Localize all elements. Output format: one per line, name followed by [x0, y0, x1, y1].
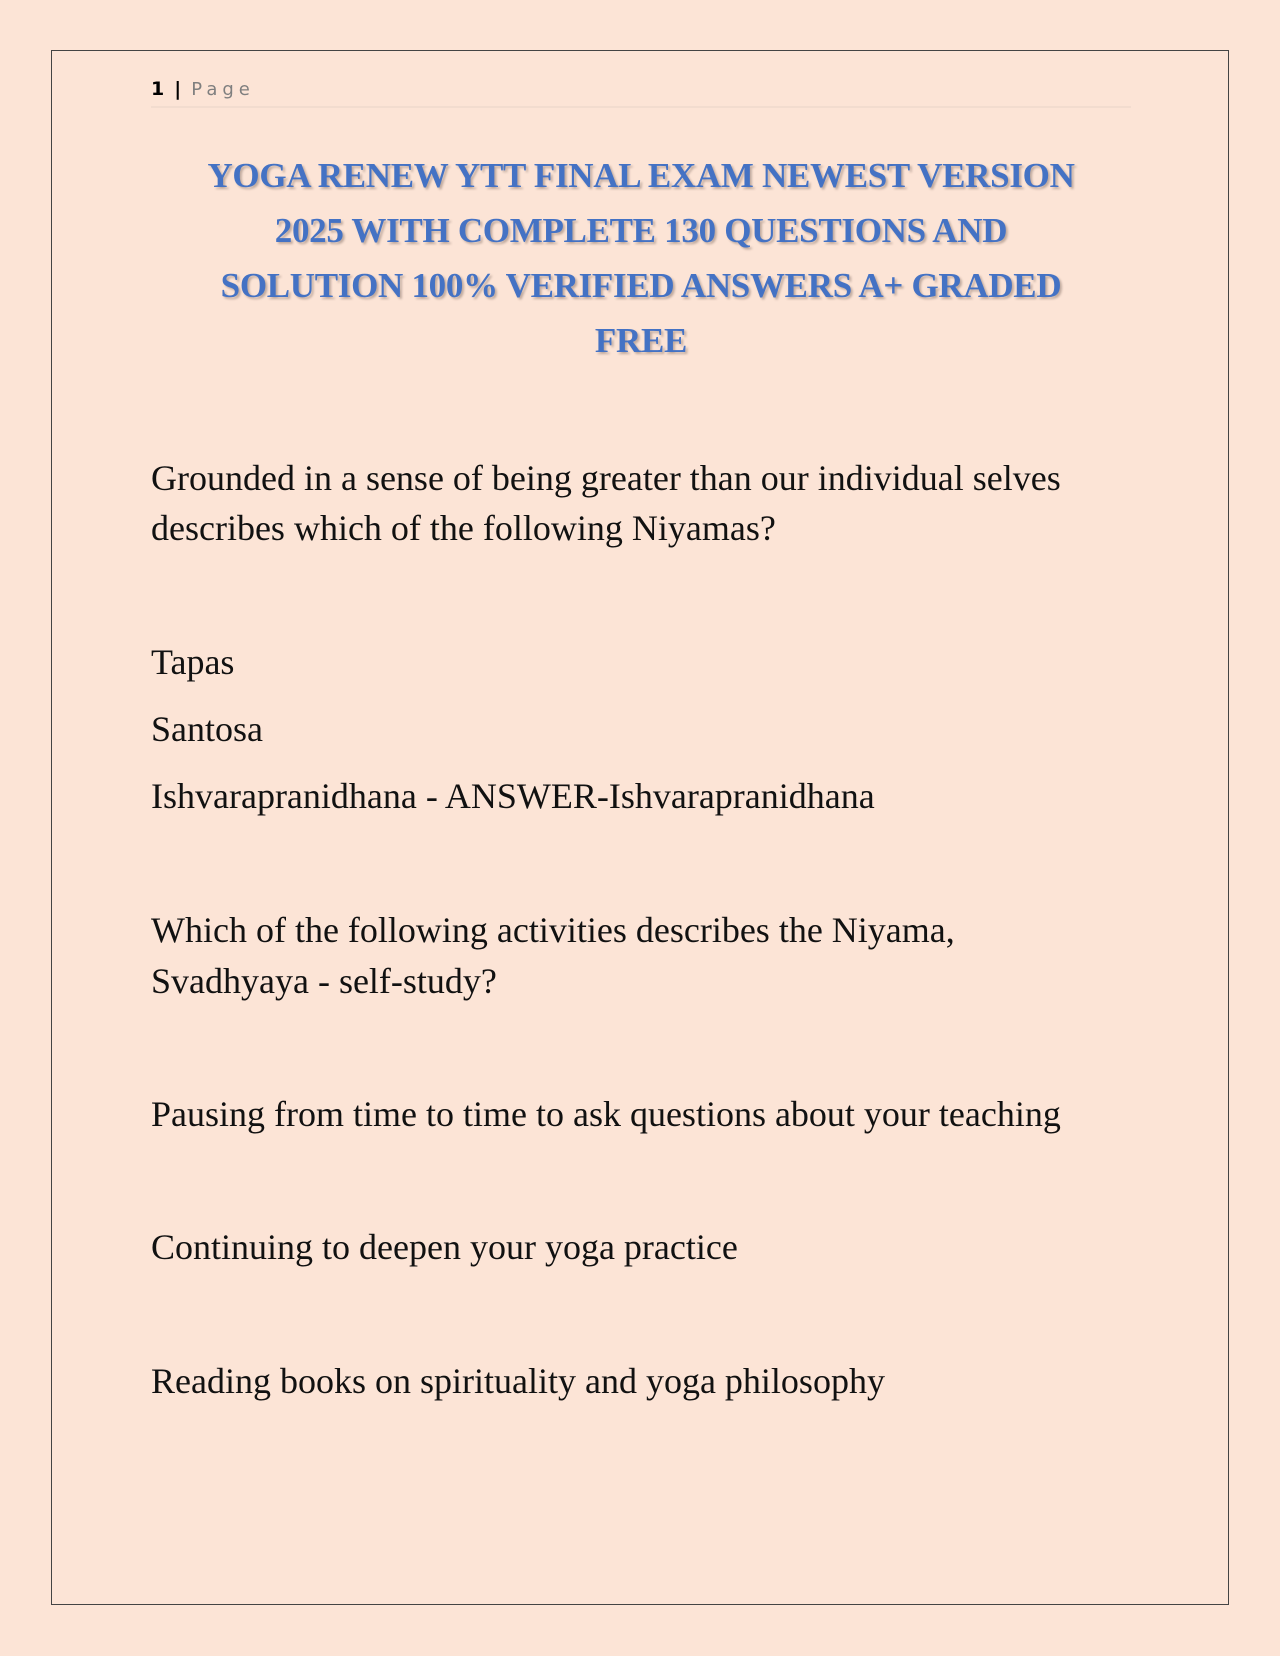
- question-1-text: Grounded in a sense of being greater than our individual selves: [151, 458, 1061, 498]
- header-separator: |: [174, 78, 182, 100]
- title-line: SOLUTION 100% VERIFIED ANSWERS A+ GRADED: [220, 266, 1062, 305]
- title-line: YOGA RENEW YTT FINAL EXAM NEWEST VERSION: [207, 156, 1075, 195]
- title-line: 2025 WITH COMPLETE 130 QUESTIONS AND: [274, 211, 1008, 250]
- page-header: [151, 78, 1131, 108]
- question-2-text: Svadhyaya - self-study?: [151, 961, 497, 1001]
- page-label: Page: [191, 79, 255, 100]
- question-1-option: Santosa: [151, 709, 263, 749]
- question-1-answer: Ishvarapranidhana - ANSWER-Ishvarapranidhana: [151, 776, 875, 816]
- question-1-text: describes which of the following Niyamas?: [151, 508, 776, 548]
- question-2-option: Reading books on spirituality and yoga philosophy: [151, 1361, 885, 1401]
- page-number: 1: [151, 78, 165, 100]
- question-2-option: Pausing from time to time to ask questions about your teaching: [151, 1094, 1061, 1134]
- question-2-option: Continuing to deepen your yoga practice: [151, 1227, 738, 1267]
- title-line: FREE: [594, 321, 688, 360]
- question-1-option: Tapas: [151, 642, 235, 682]
- question-2-text: Which of the following activities describes the Niyama,: [151, 910, 955, 950]
- document-title: [151, 148, 1131, 368]
